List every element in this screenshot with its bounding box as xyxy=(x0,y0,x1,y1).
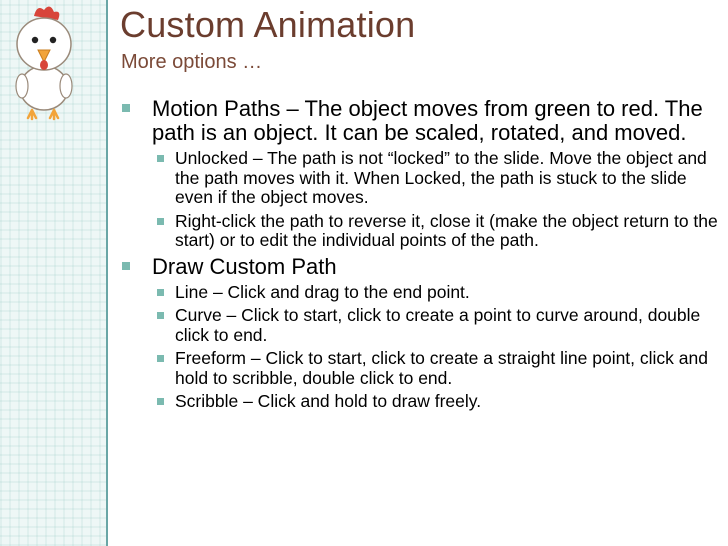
square-bullet-icon xyxy=(157,289,164,296)
sub-bullet-text: Unlocked – The path is not “locked” to the slide. Move the object and the path moves with it. When Locked, the path is stuck to the slide even if the object moves. xyxy=(175,148,707,207)
sub-bullet-text: Right-click the path to reverse it, close it (make the object return to the start) or to edit the individual points of the path. xyxy=(175,210,718,250)
sub-bullet-item xyxy=(154,283,724,303)
sub-bullet-text: Freeform – Click to start, click to create a straight line point, click and hold to scribble, double click to end. xyxy=(175,348,708,388)
slide-subtitle: More options … xyxy=(121,51,263,73)
square-bullet-icon xyxy=(157,398,164,405)
square-bullet-icon xyxy=(157,218,164,225)
sub-bullet-item xyxy=(154,212,724,251)
bullet-item xyxy=(118,97,724,251)
bullet-text: Motion Paths – The object moves from green to red. The path is an object. It can be scaled, rotated, and moved. xyxy=(152,96,703,145)
square-bullet-icon xyxy=(122,262,130,270)
sub-bullet-text: Scribble – Click and hold to draw freely. xyxy=(175,391,482,411)
sub-bullet-item xyxy=(154,392,724,412)
sub-bullet-item xyxy=(154,306,724,345)
slide-body xyxy=(118,97,724,416)
bullet-list xyxy=(118,97,724,412)
sub-bullet-item xyxy=(154,149,724,208)
sub-bullet-text: Line – Click and drag to the end point. xyxy=(175,281,470,302)
sub-bullet-text: Curve – Click to start, click to create a point to curve around, double click to end. xyxy=(175,305,701,345)
square-bullet-icon xyxy=(157,355,164,362)
bullet-item xyxy=(118,255,724,412)
sub-bullet-item xyxy=(154,349,724,388)
bullet-text: Draw Custom Path xyxy=(152,253,337,279)
vertical-divider xyxy=(106,0,108,546)
cartoon-chicken-icon xyxy=(4,2,74,122)
sub-bullet-list xyxy=(154,283,724,412)
sub-bullet-list xyxy=(154,149,724,251)
square-bullet-icon xyxy=(122,104,130,112)
slide-title: Custom Animation xyxy=(120,4,416,45)
square-bullet-icon xyxy=(157,312,164,319)
square-bullet-icon xyxy=(157,155,164,162)
